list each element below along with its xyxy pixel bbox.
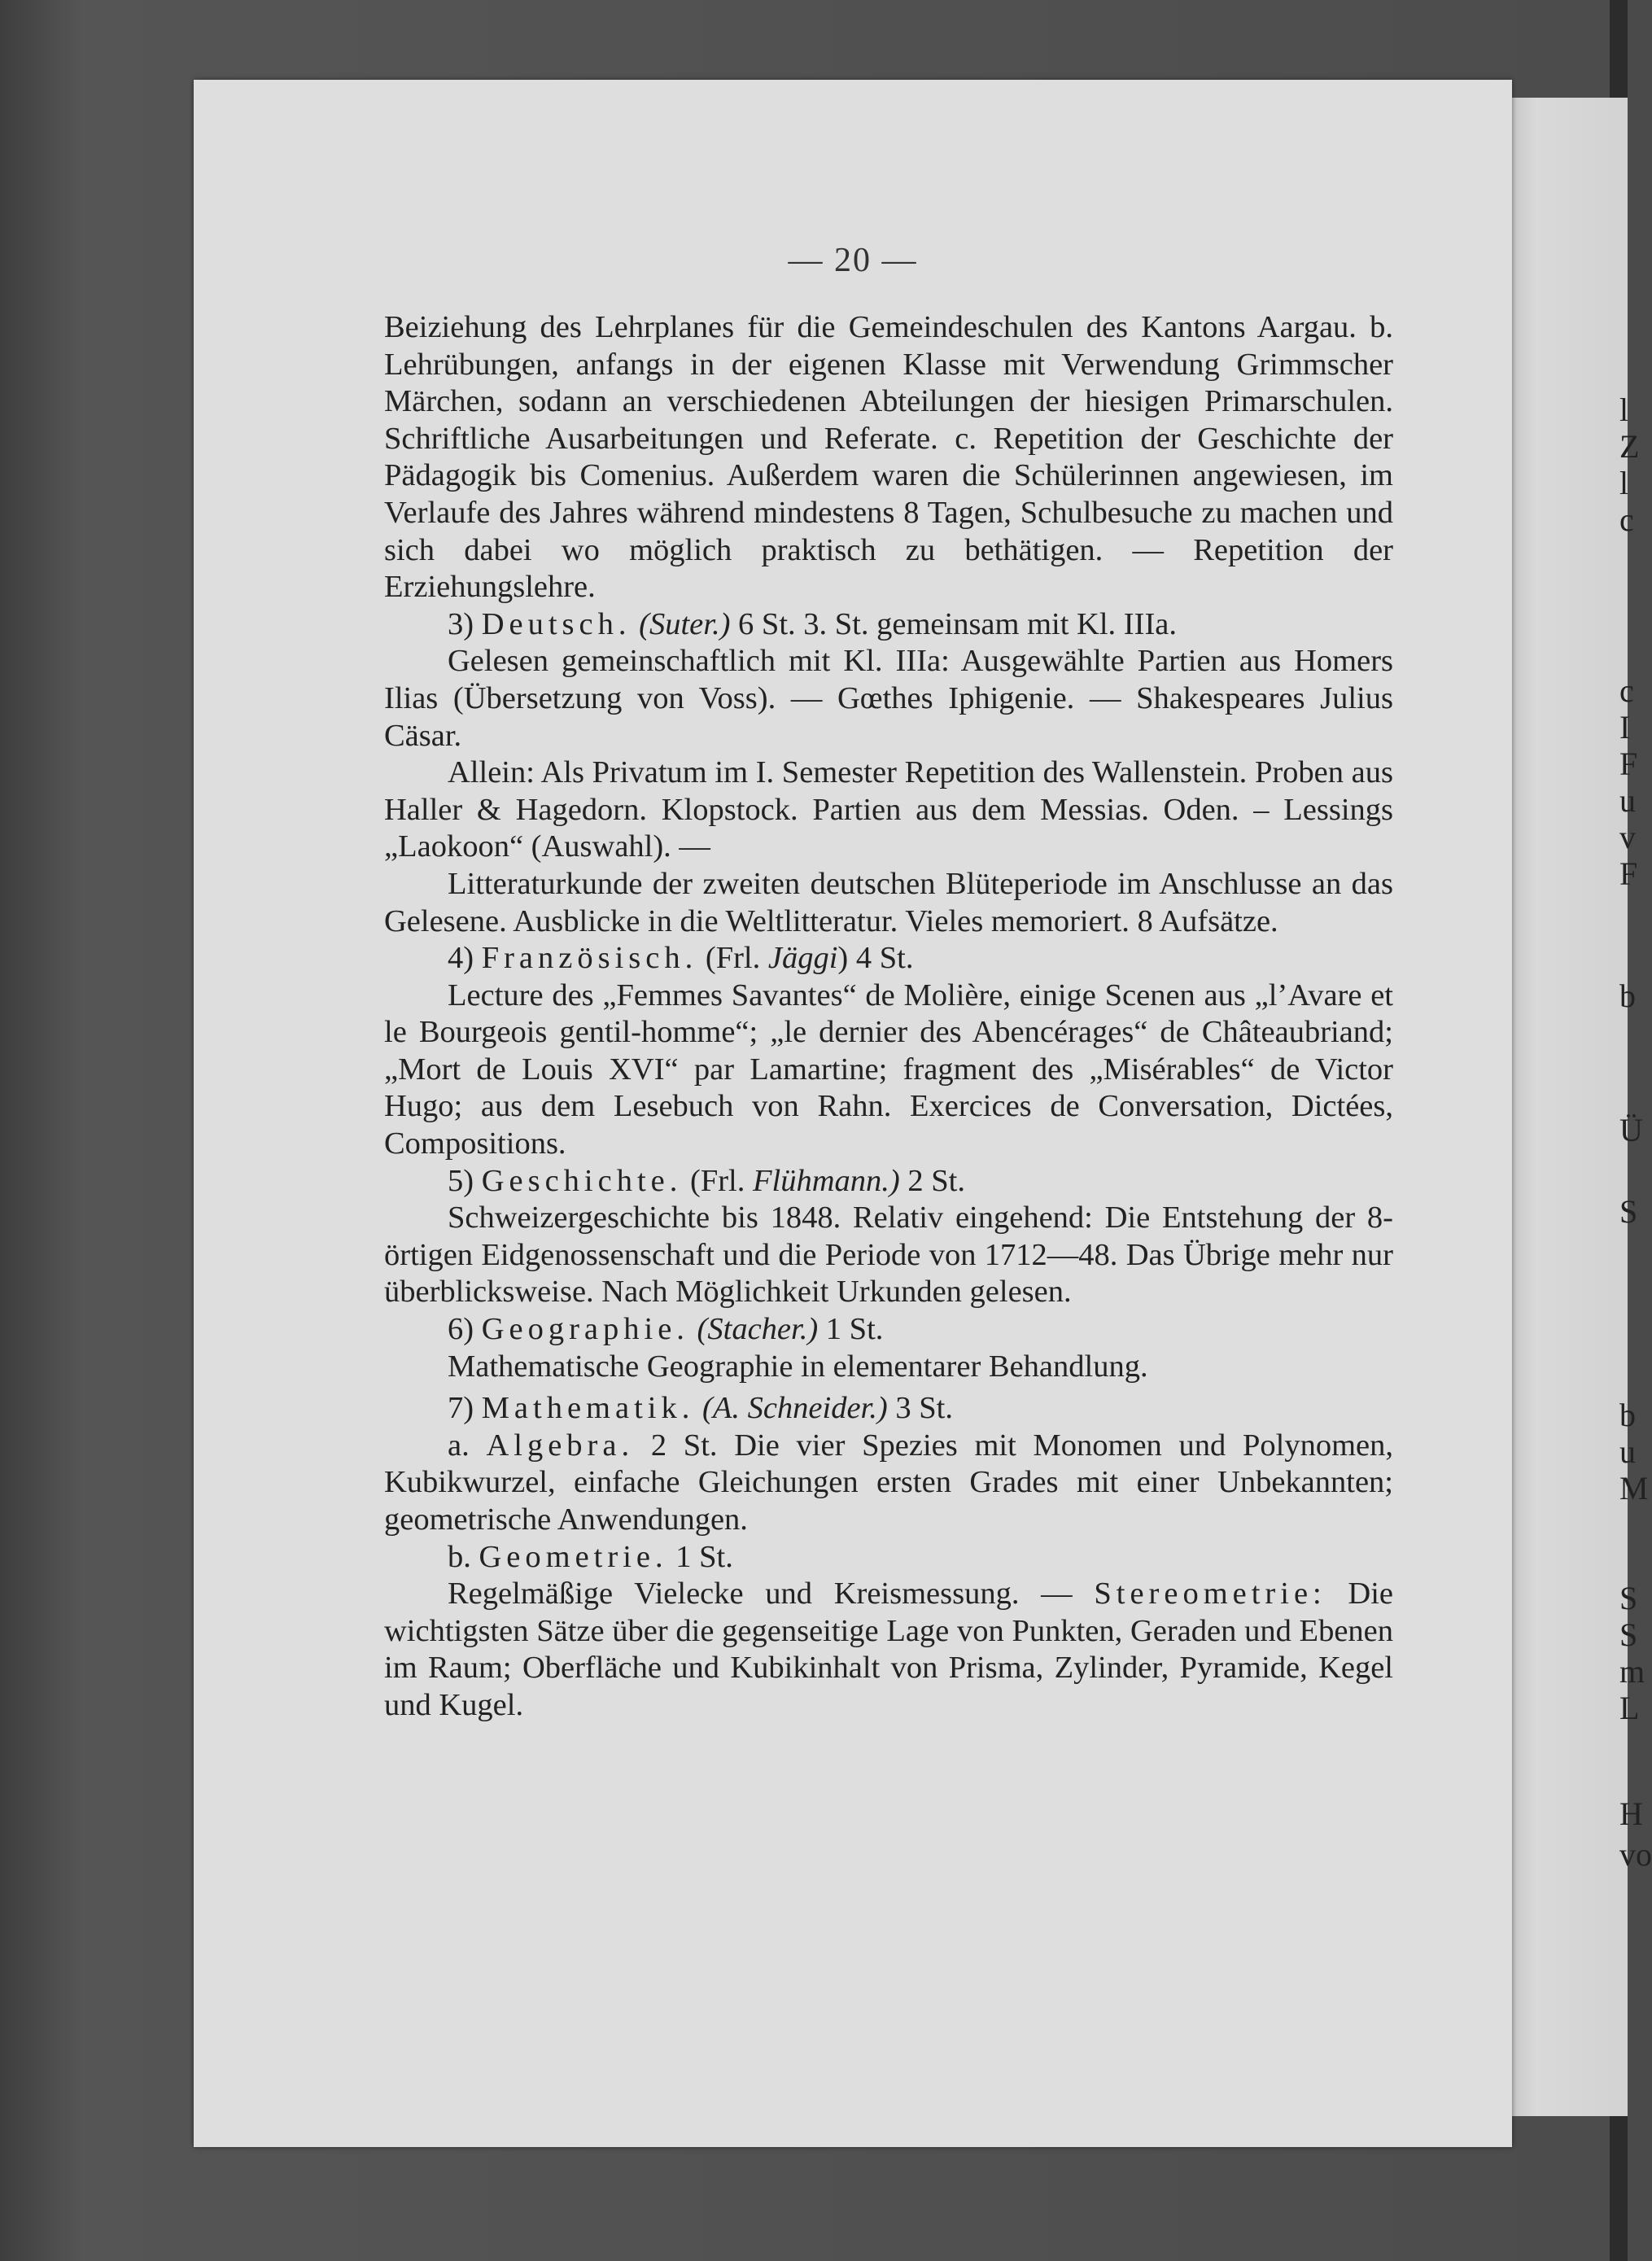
subsection-letter: a. [448, 1428, 470, 1463]
section-number: 6) [448, 1312, 474, 1347]
paragraph-geometrie [384, 1576, 1393, 1724]
adjacent-fragment: H [1619, 1795, 1643, 1832]
section-teacher: (Suter.) [639, 606, 731, 641]
adjacent-fragment: l [1619, 465, 1629, 501]
subsection-subject: Algebra. [486, 1428, 635, 1463]
subsection-text: 2 St. Die vier Spezies mit Monomen und Polynomen, Kubikwurzel, einfache Gleichungen ersten Grades mit einer Unbekannten; geometrische Anwendungen. [384, 1428, 1394, 1537]
paragraph: Allein: Als Privatum im I. Semester Repetition des Wallenstein. Proben aus Haller & Hagedorn. Klopstock. Partien aus dem Messias. Oden. – Lessings „Laokoon“ (Auswahl). — [384, 755, 1393, 864]
section-number: 4) [448, 941, 474, 976]
adjacent-fragment: c [1619, 501, 1634, 538]
adjacent-fragment: S [1619, 1616, 1638, 1653]
section-heading-franzoesisch [384, 940, 1393, 977]
section-heading-geschichte [384, 1163, 1393, 1200]
paragraph-text: Die wichtigsten Sätze über die gegenseitige Lage von Punkten, Geraden und Ebenen im Raum; Oberfläche und Kubikinhalt von Prisma, Zylinder, Pyramide, Kegel und Kugel. [384, 1577, 1394, 1722]
paragraph: Litteraturkunde der zweiten deutschen Blüteperiode im Anschlusse an das Gelesene. Ausblicke in die Weltlitteratur. Vieles memoriert. 8 Aufsätze. [384, 866, 1393, 938]
section-teacher-prefix: (Frl. [705, 941, 761, 976]
paragraph: Gelesen gemeinschaftlich mit Kl. IIIa: Ausgewählte Partien aus Homers Ilias (Übersetzung von Voss). — Gœthes Iphigenie. — Shakespeares Julius Cäsar. [384, 644, 1393, 753]
adjacent-fragment: F [1619, 746, 1638, 782]
section-subject: Französisch. [481, 941, 698, 976]
subsection-subject: Stereometrie: [1094, 1577, 1326, 1612]
section-heading-geographie [384, 1311, 1393, 1349]
paragraph: Lecture des „Femmes Savantes“ de Molière, einige Scenen aus „l’Avare et le Bourgeois gentil-homme“; „le dernier des Abencérages“ de Châteaubriand; „Mort de Louis XVI“ par Lamartine; fragment des „Misérables“ de Victor Hugo; aus dem Lesebuch von Rahn. Exercices de Conversation, Dictées, Compositions. [384, 977, 1393, 1161]
adjacent-fragment: b [1619, 977, 1636, 1014]
paragraph: Mathematische Geographie in elementarer Behandlung. [448, 1349, 1148, 1384]
section-teacher: Flühmann.) [753, 1163, 900, 1198]
adjacent-fragment: u [1619, 1433, 1636, 1470]
section-teacher: (Stacher.) [697, 1312, 819, 1347]
section-hours: 3 St. [895, 1391, 953, 1426]
adjacent-fragment: F [1619, 855, 1638, 892]
adjacent-fragment: Ü [1619, 1112, 1643, 1148]
adjacent-fragment: v [1619, 819, 1636, 855]
section-number: 5) [448, 1163, 474, 1198]
subsection-algebra [384, 1428, 1393, 1539]
adjacent-fragment: m [1619, 1653, 1645, 1690]
subsection-subject: Geometrie. [479, 1539, 668, 1574]
adjacent-fragment: vo [1619, 1836, 1652, 1873]
section-number: 7) [448, 1391, 474, 1426]
section-heading-mathematik [384, 1390, 1393, 1428]
section-teacher: Jäggi [767, 941, 838, 976]
paragraph: Schweizergeschichte bis 1848. Relativ eingehend: Die Entstehung der 8-örtigen Eidgenossenschaft und die Periode von 1712—48. Das Übrige mehr nur überblicksweise. Nach Möglichkeit Urkunden gelesen. [384, 1200, 1393, 1310]
section-heading-deutsch [384, 606, 1393, 644]
adjacent-fragment: Z [1619, 428, 1640, 465]
subsection-hours: 1 St. [675, 1539, 733, 1574]
adjacent-fragment: M [1619, 1470, 1649, 1507]
adjacent-fragment: l [1619, 391, 1629, 428]
adjacent-fragment: S [1619, 1193, 1638, 1230]
adjacent-fragment: b [1619, 1397, 1636, 1433]
adjacent-fragment: I [1619, 709, 1631, 746]
section-teacher: (A. Schneider.) [702, 1391, 888, 1426]
paragraph: Beiziehung des Lehrplanes für die Gemeindeschulen des Kantons Aargau. b. Lehrübungen, anfangs in der eigenen Klasse mit Verwendung Grimmscher Märchen, sodann an verschiedenen Abteilungen der hiesigen Primarschulen. Schriftliche Ausarbeitungen und Referate. c. Repetition der Geschichte der Pädagogik bis Comenius. Außerdem waren die Schülerinnen angewiesen, im Verlaufe des Jahres während mindestens 8 Tagen, Schulbesuche zu machen und sich dabei wo möglich praktisch zu bethätigen. — Repetition der Erziehungslehre. [384, 310, 1393, 605]
adjacent-page-strip [1497, 98, 1652, 2116]
section-teacher-prefix: (Frl. [690, 1163, 745, 1198]
section-hours: 1 St. [825, 1312, 884, 1347]
section-subject: Deutsch. [481, 606, 632, 641]
section-hours: 2 St. [907, 1163, 965, 1198]
subsection-geometrie [384, 1539, 1393, 1577]
adjacent-fragment: c [1619, 672, 1634, 709]
section-number: 3) [448, 606, 474, 641]
section-subject: Geographie. [481, 1312, 689, 1347]
subsection-letter: b. [448, 1539, 471, 1574]
section-hours: ) 4 St. [837, 941, 914, 976]
adjacent-fragment: u [1619, 782, 1636, 819]
adjacent-fragment: L [1619, 1690, 1640, 1726]
page-body [384, 309, 1393, 1725]
section-hours: 6 St. 3. St. gemeinsam mit Kl. IIIa. [738, 606, 1177, 641]
paragraph-text: Regelmäßige Vielecke und Kreismessung. — [448, 1577, 1073, 1612]
page-number: — 20 — [788, 242, 918, 279]
adjacent-fragment: S [1619, 1580, 1638, 1616]
section-subject: Mathematik. [481, 1391, 695, 1426]
section-subject: Geschichte. [481, 1163, 683, 1198]
